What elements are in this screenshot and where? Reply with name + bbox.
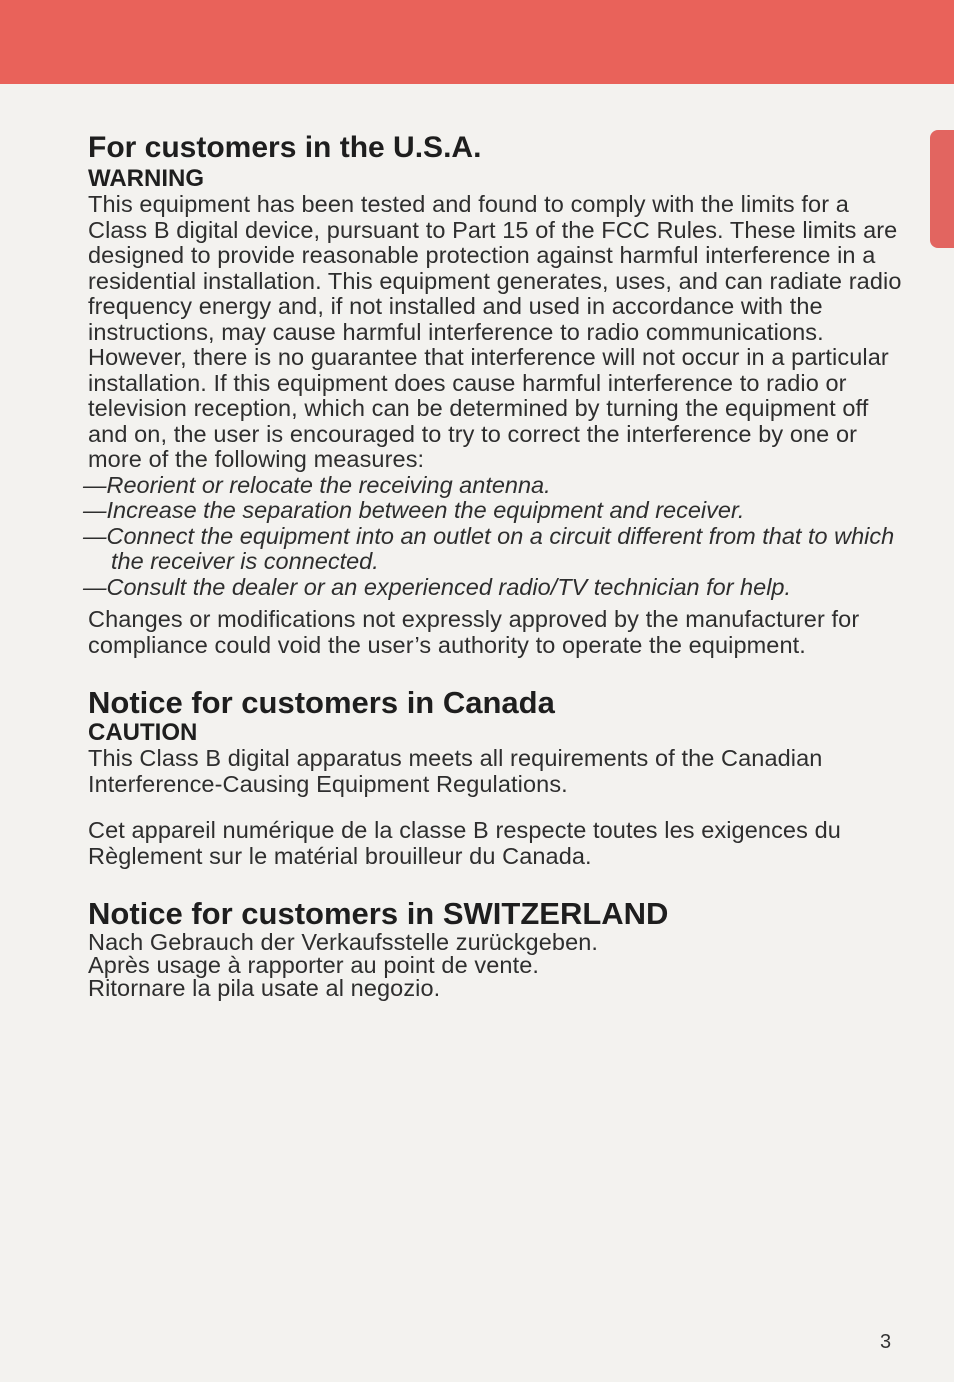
canada-heading: Notice for customers in Canada xyxy=(88,685,555,720)
caution-label: CAUTION xyxy=(88,719,198,746)
canada-english-statement: This Class B digital apparatus meets all requirements of the Canadian Interference-Causing Equipment Regulations. xyxy=(88,745,823,797)
switzerland-line-german: Nach Gebrauch der Verkaufsstelle zurückgeben. xyxy=(88,929,599,955)
page-content xyxy=(83,130,908,1001)
usa-heading: For customers in the U.S.A. xyxy=(88,131,482,164)
changes-statement: Changes or modifications not expressly approved by the manufacturer for compliance could void the user’s authority to operate the equipment. xyxy=(88,606,860,658)
measures-list xyxy=(83,471,908,601)
usa-section xyxy=(83,130,908,658)
measure-item: —Connect the equipment into an outlet on a circuit different from that to which the receiver is connected. xyxy=(83,522,895,574)
measure-item: —Increase the separation between the equipment and receiver. xyxy=(83,497,745,523)
switzerland-line-italian: Ritornare la pila usate al negozio. xyxy=(88,975,441,1001)
canada-section xyxy=(88,686,908,869)
measure-item: —Consult the dealer or an experienced radio/TV technician for help. xyxy=(83,573,792,600)
warning-label: WARNING xyxy=(88,165,204,192)
switzerland-section xyxy=(88,897,908,1000)
switzerland-heading: Notice for customers in SWITZERLAND xyxy=(88,896,669,931)
canada-french-statement: Cet appareil numérique de la classe B respecte toutes les exigences du Règlement sur le matérial brouilleur du Canada. xyxy=(88,817,841,869)
top-color-band xyxy=(0,0,954,84)
switzerland-line-french: Après usage à rapporter au point de vente. xyxy=(88,952,539,978)
measure-item: —Reorient or relocate the receiving antenna. xyxy=(83,471,551,498)
fcc-statement: This equipment has been tested and found to comply with the limits for a Class B digital device, pursuant to Part 15 of the FCC Rules. These limits are designed to provide reasonable protection against harmful interference in a residential installation. This equipment generates, uses, and can radiate radio frequency energy and, if not installed and used in accordance with the instructions, may cause harmful interference to radio communications. However, there is no guarantee that interference will not occur in a particular installation. If this equipment does cause harmful interference to radio or television reception, which can be determined by turning the equipment off and on, the user is encouraged to try to correct the interference by one or more of the following measures: xyxy=(88,191,902,472)
page-number: 3 xyxy=(880,1331,892,1353)
section-tab-marker xyxy=(930,130,954,248)
